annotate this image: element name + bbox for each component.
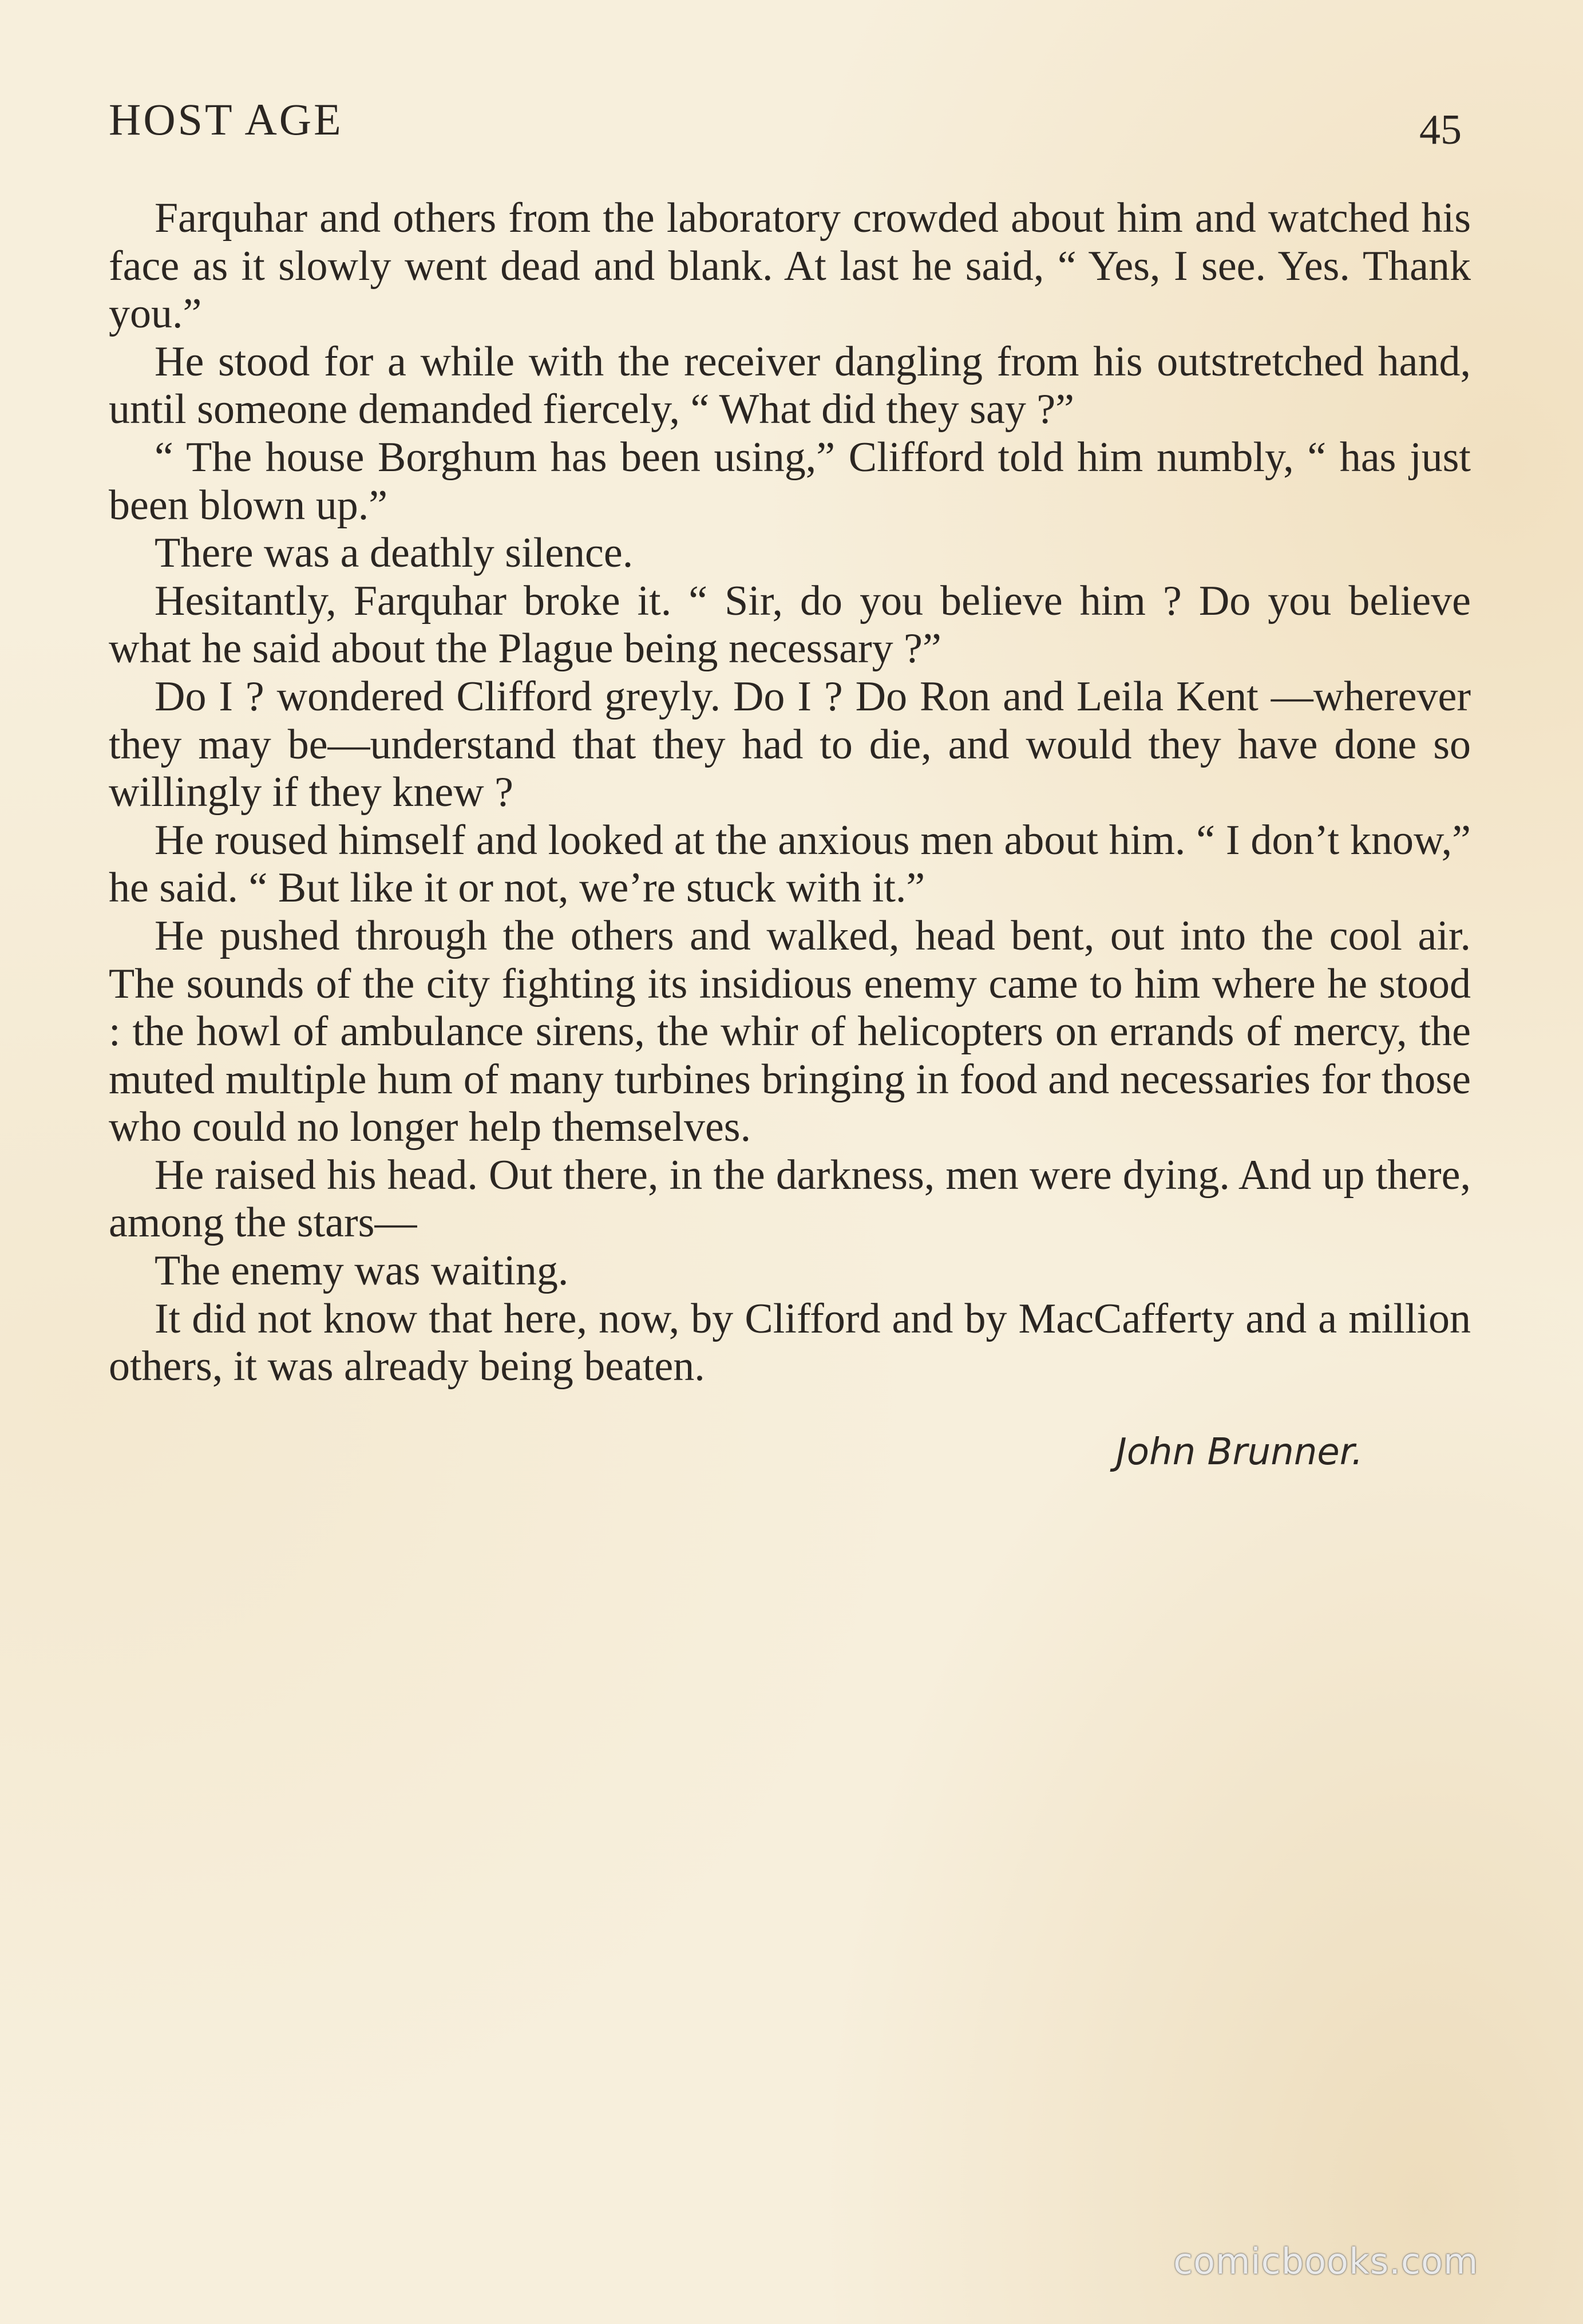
author-signature: John Brunner.	[1116, 1431, 1363, 1473]
paragraph: Do I ? wondered Clifford greyly. Do I ? Do Ron and Leila Kent —wherever they may be—understand that they had to die, and would they have done so willingly if they knew ?	[109, 673, 1471, 816]
paragraph: The enemy was waiting.	[155, 1247, 569, 1295]
paragraph: He pushed through the others and walked, head bent, out into the cool air. The sounds of the city fighting its insidious enemy came to him where he stood : the howl of ambulance sirens, the whir of helicopters on errands of mercy, the muted multiple hum of many turbines bringing in food and necessaries for those who could no longer help themselves.	[109, 912, 1471, 1151]
paragraph: “ The house Borghum has been using,” Clifford told him numbly, “ has just been blown up.”	[109, 433, 1471, 529]
paragraph: It did not know that here, now, by Clifford and by MacCafferty and a million others, it was already being beaten.	[109, 1295, 1471, 1390]
paragraph: There was a deathly silence.	[155, 529, 634, 577]
running-head: HOST AGE	[109, 94, 343, 144]
paragraph: Farquhar and others from the laboratory crowded about him and watched his face as it slowly went dead and blank. At last he said, “ Yes, I see. Yes. Thank you.”	[109, 195, 1471, 338]
paragraph: Hesitantly, Farquhar broke it. “ Sir, do you believe him ? Do you believe what he said about the Plague being necessary ?”	[109, 577, 1471, 673]
paragraph: He roused himself and looked at the anxious men about him. “ I don’t know,” he said. “ But like it or not, we’re stuck with it.”	[109, 816, 1471, 912]
page-number: 45	[1419, 106, 1462, 153]
source-watermark: comicbooks.com	[1173, 2240, 1479, 2282]
paragraph: He raised his head. Out there, in the darkness, men were dying. And up there, among the stars—	[109, 1151, 1471, 1247]
story-text	[109, 195, 1471, 1391]
paragraph: He stood for a while with the receiver dangling from his outstretched hand, until someone demanded fiercely, “ What did they say ?”	[109, 338, 1471, 433]
